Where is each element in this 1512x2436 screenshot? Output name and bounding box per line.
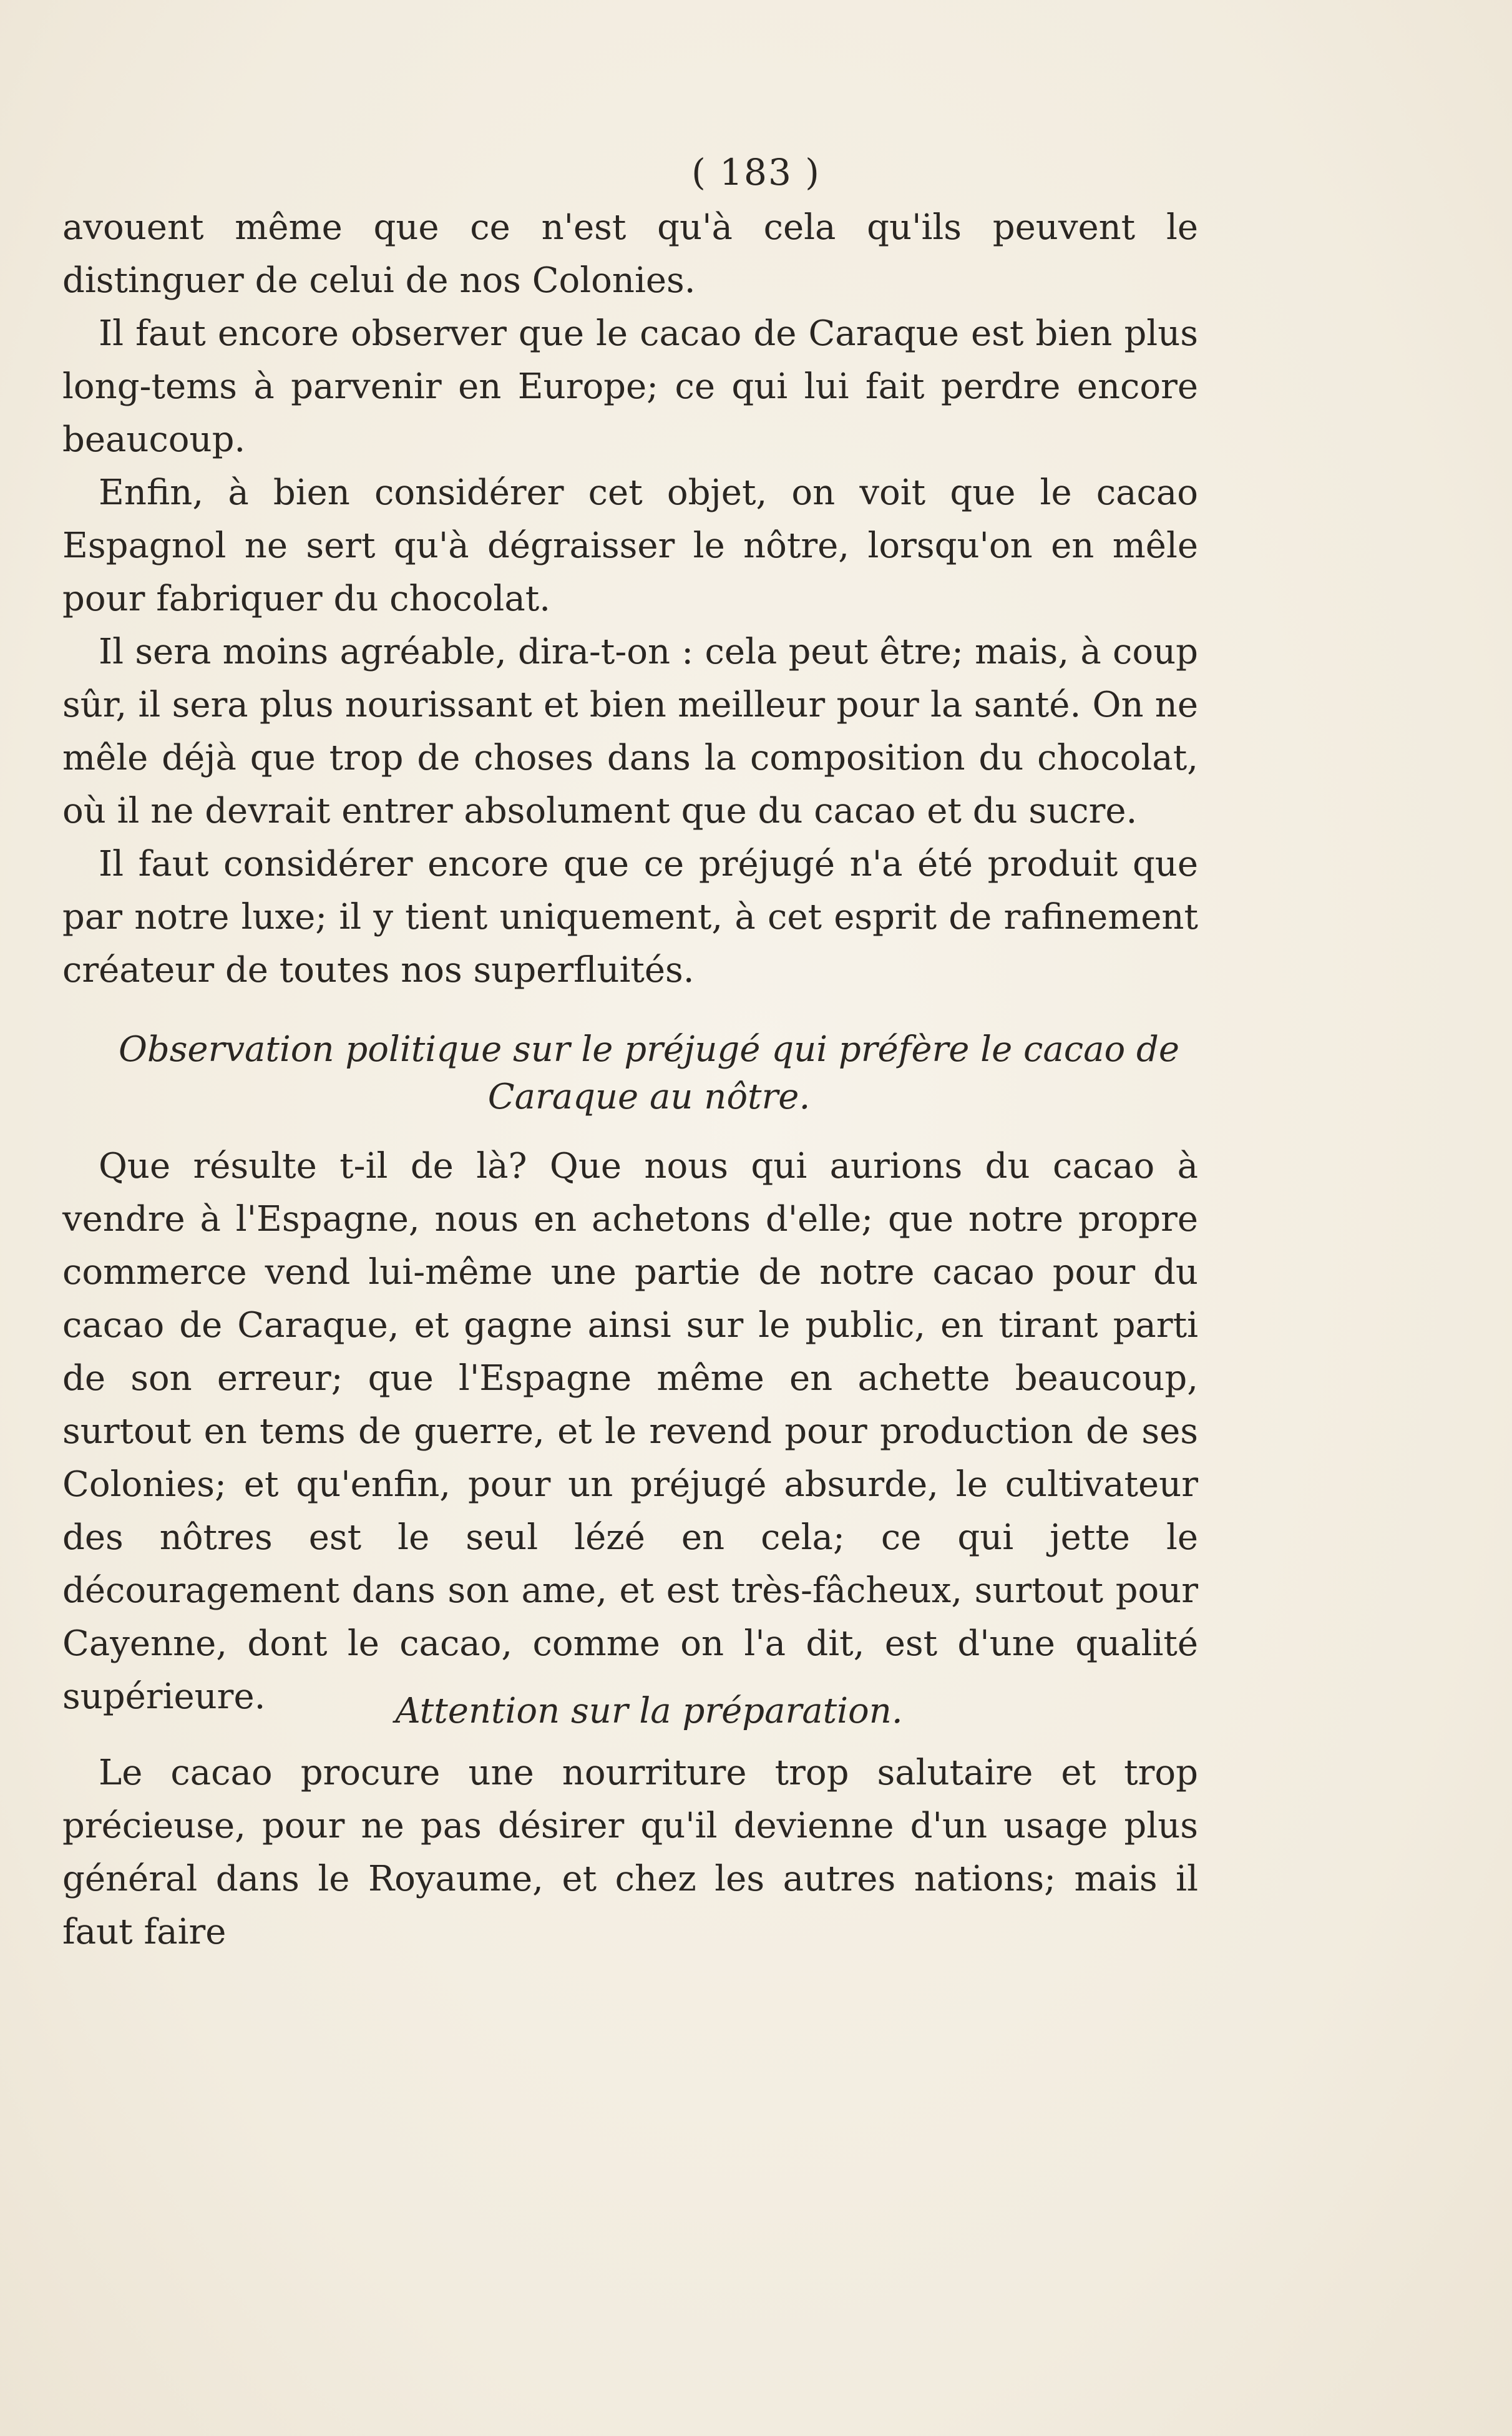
text-block-preparation — [62, 1746, 1198, 1959]
paragraph-luxe: Il faut considérer encore que ce préjugé n'a été produit que par notre luxe; il y tient uniquement, à cet esprit de rafinement créateur de toutes nos superfluités. — [62, 844, 1198, 991]
paragraph-sante: Il sera moins agréable, dira-t-on : cela peut être; mais, à coup sûr, il sera plus nourissant et bien meilleur pour la santé. On ne mêle déjà que trop de choses dans la composition du chocolat, où il ne devrait entrer absolument que du cacao et du sucre. — [62, 632, 1198, 831]
page-number: ( 183 ) — [691, 151, 821, 193]
paragraph-caraque-transport: Il faut encore observer que le cacao de Caraque est bien plus long-tems à parvenir en Europe; ce qui lui fait perdre encore beaucoup. — [62, 313, 1198, 460]
section-heading-preparation: Attention sur la préparation. — [395, 1691, 903, 1731]
paragraph-continuation: avouent même que ce n'est qu'à cela qu'ils peuvent le distinguer de celui de nos Colonies. — [62, 207, 1198, 301]
text-block-top — [62, 201, 1198, 997]
text-block-politique — [62, 1140, 1198, 1723]
paragraph-politique: Que résulte t-il de là? Que nous qui aurions du cacao à vendre à l'Espagne, nous en achetons d'elle; que notre propre commerce vend lui-même une partie de notre cacao pour du cacao de Caraque, et gagne ainsi sur le public, en tirant parti de son erreur; que l'Espagne même en achette beaucoup, surtout en tems de guerre, et le revend pour production de ses Colonies; et qu'enfin, pour un préjugé absurde, le cultivateur des nôtres est le seul lézé en cela; ce qui jette le découragement dans son ame, et est très-fâcheux, surtout pour Cayenne, dont le cacao, comme on l'a dit, est d'une qualité supérieure. — [62, 1146, 1198, 1717]
section-heading-politique: Observation politique sur le préjugé qui préfère le cacao de Caraque au nôtre. — [118, 1029, 1180, 1117]
paragraph-espagnol-cacao: Enfin, à bien considérer cet objet, on voit que le cacao Espagnol ne sert qu'à dégraisser le nôtre, lorsqu'on en mêle pour fabriquer du chocolat. — [62, 472, 1198, 619]
paragraph-preparation: Le cacao procure une nourriture trop salutaire et trop précieuse, pour ne pas désirer qu'il devienne d'un usage plus général dans le Royaume, et chez les autres nations; mais il faut faire — [62, 1753, 1198, 1952]
